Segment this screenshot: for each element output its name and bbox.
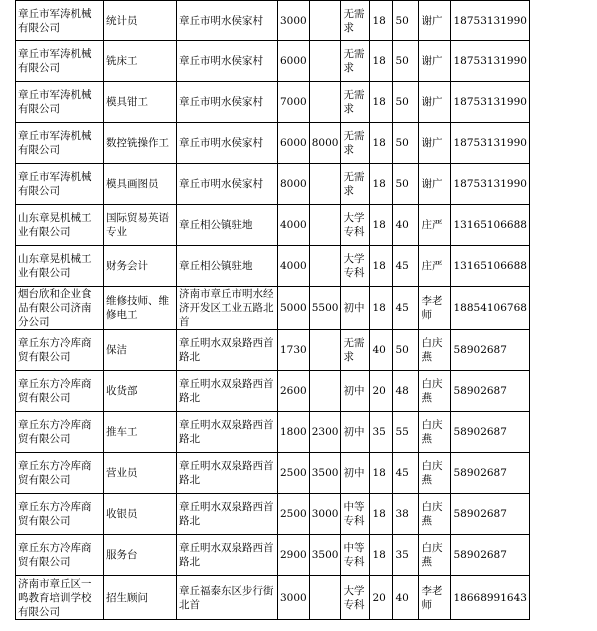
position-cell: 铣床工 [104, 41, 177, 82]
age-min-cell: 18 [370, 287, 393, 330]
education-cell: 初中 [341, 412, 370, 453]
position-cell: 收银员 [104, 494, 177, 535]
age-max-cell: 55 [393, 412, 419, 453]
company-cell: 章丘市军涛机械有限公司 [16, 82, 104, 123]
company-cell: 章丘东方冷库商贸有限公司 [16, 371, 104, 412]
address-cell: 章丘明水双泉路西首路北 [177, 412, 278, 453]
age-min-cell: 18 [370, 453, 393, 494]
age-min-cell: 18 [370, 82, 393, 123]
education-cell: 无需求 [341, 164, 370, 205]
address-cell: 章丘相公镇驻地 [177, 246, 278, 287]
company-cell: 章丘东方冷库商贸有限公司 [16, 412, 104, 453]
company-cell: 山东章晃机械工业有限公司 [16, 205, 104, 246]
age-max-cell: 45 [393, 287, 419, 330]
salary-max-cell [309, 82, 341, 123]
contact-cell: 谢广 [419, 82, 451, 123]
contact-cell: 李老师 [419, 287, 451, 330]
phone-cell: 18854106768 [451, 287, 530, 330]
age-max-cell: 35 [393, 535, 419, 576]
age-max-cell: 50 [393, 1, 419, 41]
position-cell: 保洁 [104, 330, 177, 371]
contact-cell: 谢广 [419, 164, 451, 205]
education-cell: 中等专科 [341, 535, 370, 576]
position-cell: 推车工 [104, 412, 177, 453]
company-cell: 章丘市军涛机械有限公司 [16, 1, 104, 41]
education-cell: 大学专科 [341, 576, 370, 620]
contact-cell: 白庆燕 [419, 453, 451, 494]
age-min-cell: 20 [370, 371, 393, 412]
table-row [16, 371, 530, 412]
education-cell: 初中 [341, 287, 370, 330]
phone-cell: 58902687 [451, 535, 530, 576]
age-min-cell: 18 [370, 164, 393, 205]
age-min-cell: 20 [370, 576, 393, 620]
company-cell: 章丘东方冷库商贸有限公司 [16, 330, 104, 371]
salary-max-cell: 5500 [309, 287, 341, 330]
company-cell: 烟台欣和企业食品有限公司济南分公司 [16, 287, 104, 330]
address-cell: 章丘市明水侯家村 [177, 41, 278, 82]
position-cell: 收货部 [104, 371, 177, 412]
address-cell: 济南市章丘市明水经济开发区工业五路北首 [177, 287, 278, 330]
age-max-cell: 50 [393, 41, 419, 82]
table-row [16, 576, 530, 620]
address-cell: 章丘市明水侯家村 [177, 164, 278, 205]
age-min-cell: 18 [370, 41, 393, 82]
age-max-cell: 50 [393, 164, 419, 205]
phone-cell: 18753131990 [451, 123, 530, 164]
table-row [16, 123, 530, 164]
job-listing-table [15, 0, 530, 620]
phone-cell: 58902687 [451, 330, 530, 371]
contact-cell: 白庆燕 [419, 535, 451, 576]
table-row [16, 494, 530, 535]
age-min-cell: 18 [370, 494, 393, 535]
salary-max-cell: 2300 [309, 412, 341, 453]
age-max-cell: 50 [393, 330, 419, 371]
company-cell: 山东章晃机械工业有限公司 [16, 246, 104, 287]
company-cell: 济南市章丘区一鸣教育培训学校有限公司 [16, 576, 104, 620]
address-cell: 章丘福泰东区步行街北首 [177, 576, 278, 620]
education-cell: 无需求 [341, 1, 370, 41]
position-cell: 维修技师、维修电工 [104, 287, 177, 330]
company-cell: 章丘市军涛机械有限公司 [16, 164, 104, 205]
address-cell: 章丘明水双泉路西首路北 [177, 371, 278, 412]
salary-max-cell [309, 41, 341, 82]
salary-min-cell: 8000 [278, 164, 310, 205]
education-cell: 无需求 [341, 82, 370, 123]
age-min-cell: 18 [370, 1, 393, 41]
contact-cell: 李老师 [419, 576, 451, 620]
education-cell: 无需求 [341, 330, 370, 371]
contact-cell: 谢广 [419, 41, 451, 82]
company-cell: 章丘市军涛机械有限公司 [16, 41, 104, 82]
contact-cell: 庄严 [419, 205, 451, 246]
education-cell: 大学专科 [341, 205, 370, 246]
salary-min-cell: 1730 [278, 330, 310, 371]
position-cell: 营业员 [104, 453, 177, 494]
age-min-cell: 18 [370, 246, 393, 287]
education-cell: 无需求 [341, 123, 370, 164]
table-row [16, 82, 530, 123]
contact-cell: 谢广 [419, 123, 451, 164]
salary-max-cell [309, 371, 341, 412]
table-row [16, 1, 530, 41]
age-max-cell: 38 [393, 494, 419, 535]
address-cell: 章丘明水双泉路西首路北 [177, 453, 278, 494]
education-cell: 中等专科 [341, 494, 370, 535]
address-cell: 章丘明水双泉路西首路北 [177, 330, 278, 371]
salary-max-cell [309, 205, 341, 246]
phone-cell: 18753131990 [451, 41, 530, 82]
address-cell: 章丘明水双泉路西首路北 [177, 494, 278, 535]
age-min-cell: 35 [370, 412, 393, 453]
company-cell: 章丘东方冷库商贸有限公司 [16, 535, 104, 576]
salary-min-cell: 3000 [278, 576, 310, 620]
phone-cell: 58902687 [451, 453, 530, 494]
salary-min-cell: 4000 [278, 246, 310, 287]
position-cell: 国际贸易英语专业 [104, 205, 177, 246]
salary-min-cell: 7000 [278, 82, 310, 123]
contact-cell: 白庆燕 [419, 412, 451, 453]
age-max-cell: 50 [393, 82, 419, 123]
salary-max-cell: 3500 [309, 453, 341, 494]
salary-min-cell: 6000 [278, 123, 310, 164]
age-max-cell: 40 [393, 576, 419, 620]
salary-min-cell: 2500 [278, 494, 310, 535]
education-cell: 大学专科 [341, 246, 370, 287]
salary-min-cell: 3000 [278, 1, 310, 41]
company-cell: 章丘东方冷库商贸有限公司 [16, 453, 104, 494]
education-cell: 初中 [341, 453, 370, 494]
table-row [16, 205, 530, 246]
salary-min-cell: 1800 [278, 412, 310, 453]
salary-max-cell [309, 576, 341, 620]
position-cell: 服务台 [104, 535, 177, 576]
phone-cell: 13165106688 [451, 205, 530, 246]
position-cell: 统计员 [104, 1, 177, 41]
salary-max-cell: 3000 [309, 494, 341, 535]
salary-max-cell: 3500 [309, 535, 341, 576]
address-cell: 章丘市明水侯家村 [177, 123, 278, 164]
position-cell: 模具钳工 [104, 82, 177, 123]
age-max-cell: 45 [393, 246, 419, 287]
position-cell: 模具画图员 [104, 164, 177, 205]
address-cell: 章丘相公镇驻地 [177, 205, 278, 246]
phone-cell: 18753131990 [451, 1, 530, 41]
address-cell: 章丘市明水侯家村 [177, 82, 278, 123]
phone-cell: 18753131990 [451, 82, 530, 123]
table-row [16, 535, 530, 576]
contact-cell: 谢广 [419, 1, 451, 41]
table-row [16, 164, 530, 205]
salary-min-cell: 2900 [278, 535, 310, 576]
salary-min-cell: 5000 [278, 287, 310, 330]
contact-cell: 白庆燕 [419, 330, 451, 371]
age-max-cell: 48 [393, 371, 419, 412]
salary-min-cell: 4000 [278, 205, 310, 246]
company-cell: 章丘东方冷库商贸有限公司 [16, 494, 104, 535]
salary-min-cell: 6000 [278, 41, 310, 82]
contact-cell: 庄严 [419, 246, 451, 287]
salary-min-cell: 2600 [278, 371, 310, 412]
education-cell: 无需求 [341, 41, 370, 82]
address-cell: 章丘明水双泉路西首路北 [177, 535, 278, 576]
position-cell: 招生顾问 [104, 576, 177, 620]
salary-max-cell: 8000 [309, 123, 341, 164]
age-min-cell: 18 [370, 205, 393, 246]
phone-cell: 58902687 [451, 412, 530, 453]
salary-max-cell [309, 164, 341, 205]
phone-cell: 58902687 [451, 371, 530, 412]
table-row [16, 287, 530, 330]
age-max-cell: 40 [393, 205, 419, 246]
phone-cell: 18753131990 [451, 164, 530, 205]
phone-cell: 18668991643 [451, 576, 530, 620]
salary-min-cell: 2500 [278, 453, 310, 494]
position-cell: 财务会计 [104, 246, 177, 287]
phone-cell: 58902687 [451, 494, 530, 535]
company-cell: 章丘市军涛机械有限公司 [16, 123, 104, 164]
table-row [16, 330, 530, 371]
age-min-cell: 18 [370, 123, 393, 164]
position-cell: 数控铣操作工 [104, 123, 177, 164]
education-cell: 初中 [341, 371, 370, 412]
table-row [16, 412, 530, 453]
salary-max-cell [309, 1, 341, 41]
age-min-cell: 18 [370, 535, 393, 576]
contact-cell: 白庆燕 [419, 494, 451, 535]
table-row [16, 453, 530, 494]
age-min-cell: 40 [370, 330, 393, 371]
table-row [16, 246, 530, 287]
age-max-cell: 45 [393, 453, 419, 494]
contact-cell: 白庆燕 [419, 371, 451, 412]
salary-max-cell [309, 246, 341, 287]
address-cell: 章丘市明水侯家村 [177, 1, 278, 41]
phone-cell: 13165106688 [451, 246, 530, 287]
age-max-cell: 50 [393, 123, 419, 164]
salary-max-cell [309, 330, 341, 371]
table-row [16, 41, 530, 82]
